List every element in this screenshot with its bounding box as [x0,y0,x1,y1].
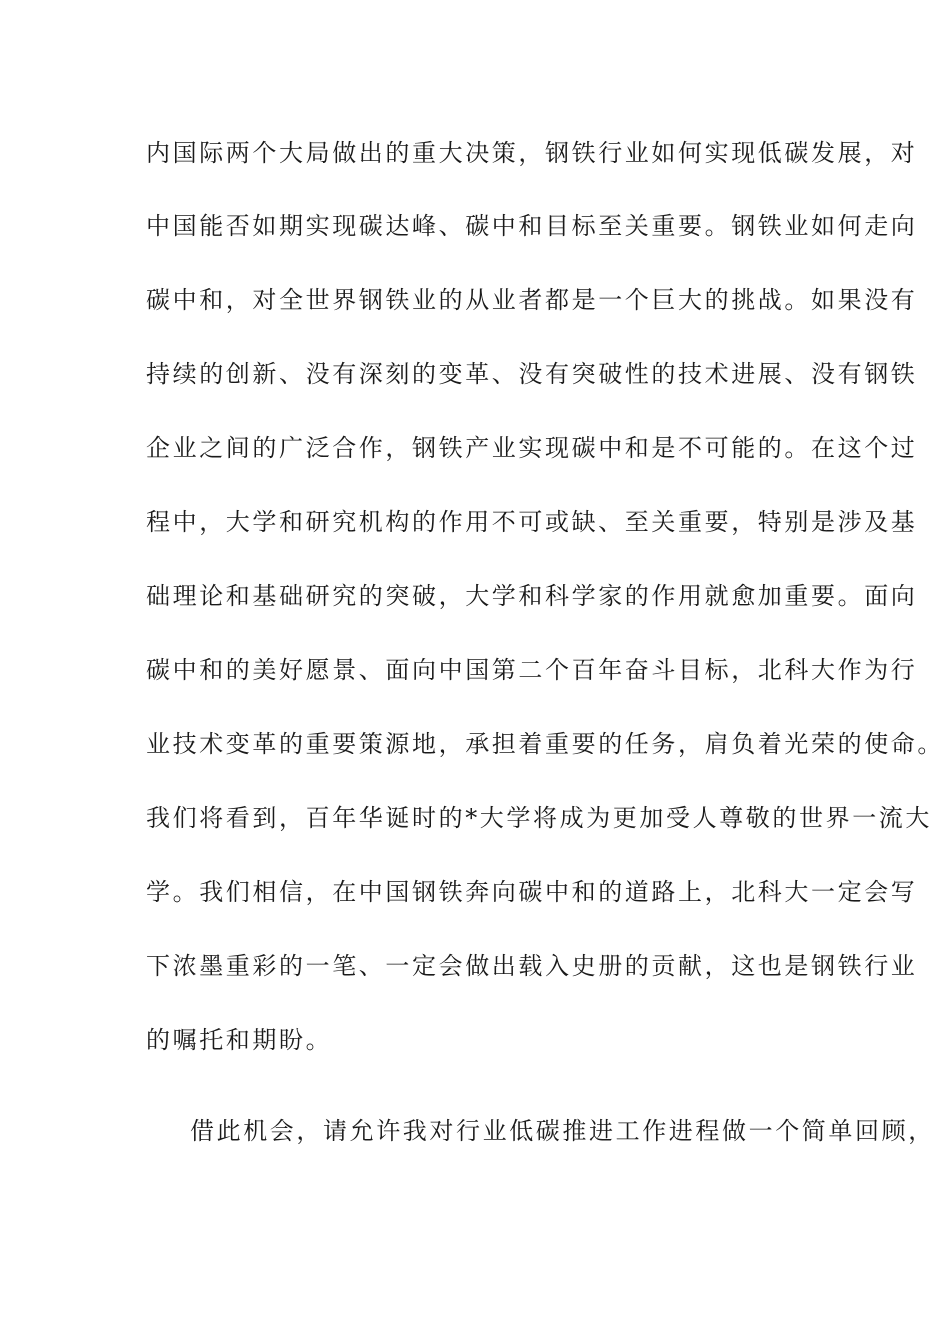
text-line: 的嘱托和期盼。 [146,1026,333,1054]
text-line: 下浓墨重彩的一笔、一定会做出载入史册的贡献，这也是钢铁行业 [146,952,918,980]
text-line: 碳中和的美好愿景、面向中国第二个百年奋斗目标，北科大作为行 [146,656,918,684]
text-line: 程中，大学和研究机构的作用不可或缺、至关重要，特别是涉及基 [146,508,918,536]
text-line: 企业之间的广泛合作，钢铁产业实现碳中和是不可能的。在这个过 [146,434,918,462]
text-line: 业技术变革的重要策源地，承担着重要的任务，肩负着光荣的使命。 [146,730,944,758]
text-line: 持续的创新、没有深刻的变革、没有突破性的技术进展、没有钢铁 [146,360,918,388]
text-line: 碳中和，对全世界钢铁业的从业者都是一个巨大的挑战。如果没有 [146,286,918,314]
text-line: 借此机会，请允许我对行业低碳推进工作进程做一个简单回顾， [190,1117,935,1145]
text-line: 我们将看到，百年华诞时的*大学将成为更加受人尊敬的世界一流大 [146,804,932,832]
text-line: 础理论和基础研究的突破，大学和科学家的作用就愈加重要。面向 [146,582,918,610]
text-line: 学。我们相信，在中国钢铁奔向碳中和的道路上，北科大一定会写 [146,878,918,906]
text-line: 中国能否如期实现碳达峰、碳中和目标至关重要。钢铁业如何走向 [146,212,918,240]
text-line: 内国际两个大局做出的重大决策，钢铁行业如何实现低碳发展，对 [146,139,918,167]
